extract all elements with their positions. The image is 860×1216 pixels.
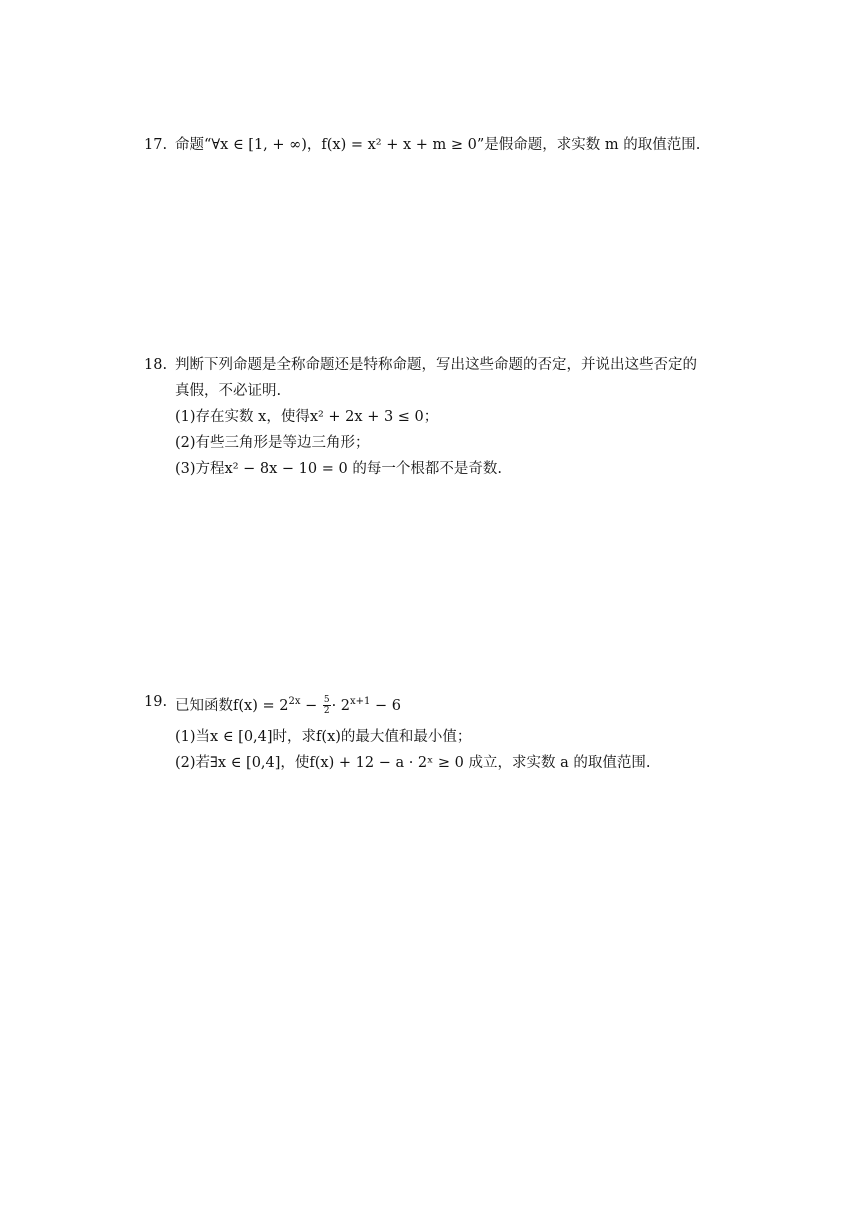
question-text: 判断下列命题是全称命题还是特称命题，写出这些命题的否定，并说出这些否定的 <box>175 357 697 373</box>
stem-suffix: − 6 <box>370 697 402 714</box>
fraction-denominator: 2 <box>323 706 330 717</box>
question-number: 19. <box>144 694 168 710</box>
sub-question: (1)当x ∈ [0,4]时，求f(x)的最大值和最小值； <box>175 729 472 745</box>
exponent: x+1 <box>350 696 371 707</box>
minus-sign: − <box>300 697 322 714</box>
stem-middle: · 2 <box>331 697 351 714</box>
fraction <box>323 695 331 716</box>
stem-prefix: 已知函数f(x) = 2 <box>175 697 289 714</box>
sub-question: (2)若∃x ∈ [0,4]，使f(x) + 12 − a · 2ˣ ≥ 0 成立，求实数 a 的取值范围. <box>175 755 651 771</box>
exponent: 2x <box>288 696 301 707</box>
question-number: 18. <box>144 357 168 373</box>
question-text-continued: 真假，不必证明. <box>175 383 282 399</box>
question-stem <box>175 692 401 716</box>
fraction-numerator: 5 <box>323 695 330 706</box>
question-text: 命题“∀x ∈ [1, + ∞)，f(x) = x² + x + m ≥ 0”是假命题，求实数 m 的取值范围. <box>175 137 701 153</box>
sub-question: (3)方程x² − 8x − 10 = 0 的每一个根都不是奇数. <box>175 461 502 477</box>
sub-question: (2)有些三角形是等边三角形； <box>175 435 370 451</box>
question-number: 17. <box>144 137 168 153</box>
sub-question: (1)存在实数 x，使得x² + 2x + 3 ≤ 0； <box>175 409 439 425</box>
